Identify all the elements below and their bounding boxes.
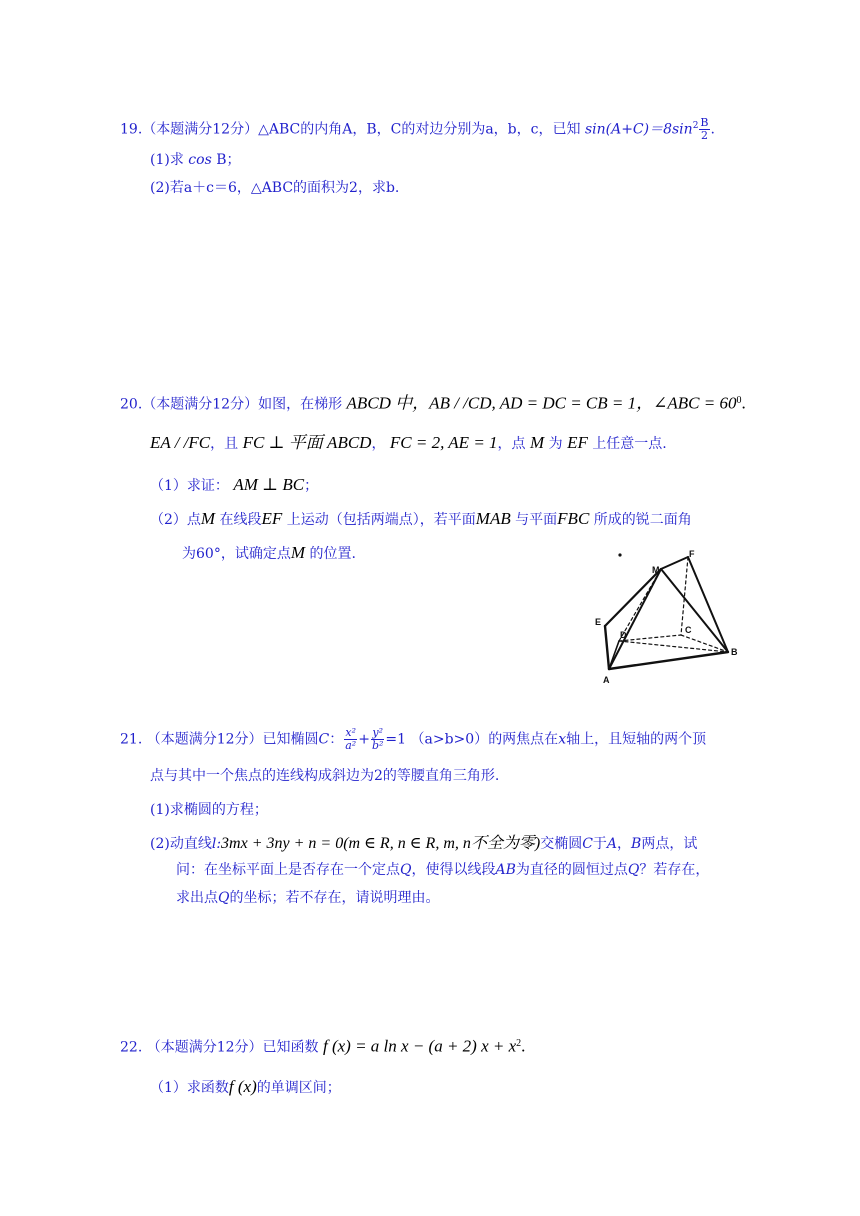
label-M: M (652, 565, 660, 575)
q20-part1: （1）求证： AM ⊥ BC； (150, 475, 319, 494)
label-A: A (603, 675, 610, 685)
q20-line1: 20.（本题满分12分）如图，在梯形 ABCD 中，AB / /CD, AD = DC = CB = 1，∠ABC = $60^0$. (120, 393, 746, 413)
q19-line1: 19.（本题满分12分）△ABC的内角A，B，C的对边分别为a，b，c，已知 $\sin(A+C)=8\sin^2$ $\frac{B}{2}$ . (120, 116, 715, 143)
q19-part1: (1)求 cos B； (150, 152, 241, 168)
q21-part2-line2: 问：在坐标平面上是否存在一个定点Q，使得以线段AB为直径的圆恒过点Q？若存在， (176, 862, 710, 878)
q20-part2-line2: 为60°，试确定点M 的位置. (182, 543, 356, 562)
q19-sup: 2 (692, 121, 699, 131)
q21-line1: 21. （本题满分12分）已知椭圆C： $\frac{\text{x²}}{\text{a²}}$ + $\frac{\text{y²}}{\text{b²}}$ =1 （a>b>0）的两焦点在x轴上，且短轴的两个顶 (120, 726, 707, 752)
q21-line2: 点与其中一个焦点的连线构成斜边为2的等腰直角三角形. (150, 768, 500, 784)
q20-line2: EA / /FC，且 FC ⊥ 平面 ABCD， FC = 2, AE = 1，点 M 为 EF 上任意一点. (150, 433, 667, 452)
q20-formula1: ABCD 中，AB / /CD, AD = DC = CB = 1，∠ABC = 60 (346, 393, 737, 413)
q19-fraction: $\frac{B}{2}$ (700, 116, 709, 143)
label-C: C (685, 625, 692, 635)
q21-fraction-y: $\frac{\text{y²}}{\text{b²}}$ (371, 726, 384, 752)
label-E: E (595, 617, 602, 627)
figure-dot (618, 553, 621, 556)
q22-formula: f (x) = a ln x − (a + 2) x + x (322, 1036, 517, 1056)
label-F: F (689, 549, 695, 559)
q21-part2: (2)动直线l:3mx + 3ny + n = 0(m ∈ R, n ∈ R, m, n不全为零)交椭圆C于A，B两点，试 (150, 835, 698, 852)
q21-part2-line3: 求出点Q的坐标；若不存在，请说明理由。 (176, 890, 440, 906)
q22-part1: （1）求函数f (x)的单调区间； (150, 1077, 341, 1096)
q19-formula: sin(A+C)＝8sin (584, 121, 693, 138)
label-B: B (731, 647, 738, 657)
q21-part1: (1)求椭圆的方程； (150, 802, 268, 818)
q20-part2: （2）点M 在线段EF 上运动（包括两端点），若平面MAB 与平面FBC 所成的锐二面角 (150, 509, 692, 528)
label-D: D (620, 630, 627, 640)
q19-part2: (2)若a＋c＝6，△ABC的面积为2，求b. (150, 180, 400, 196)
geometry-figure (583, 545, 748, 685)
q19-stem: 19.（本题满分12分）△ABC的内角A，B，C的对边分别为a，b，c，已知 (120, 121, 581, 138)
q21-fraction-x: $\frac{\text{x²}}{\text{a²}}$ (345, 726, 357, 752)
q22-line1: 22. （本题满分12分）已知函数 f (x) = a ln x − (a + 2) $x + x^2$. (120, 1036, 526, 1056)
